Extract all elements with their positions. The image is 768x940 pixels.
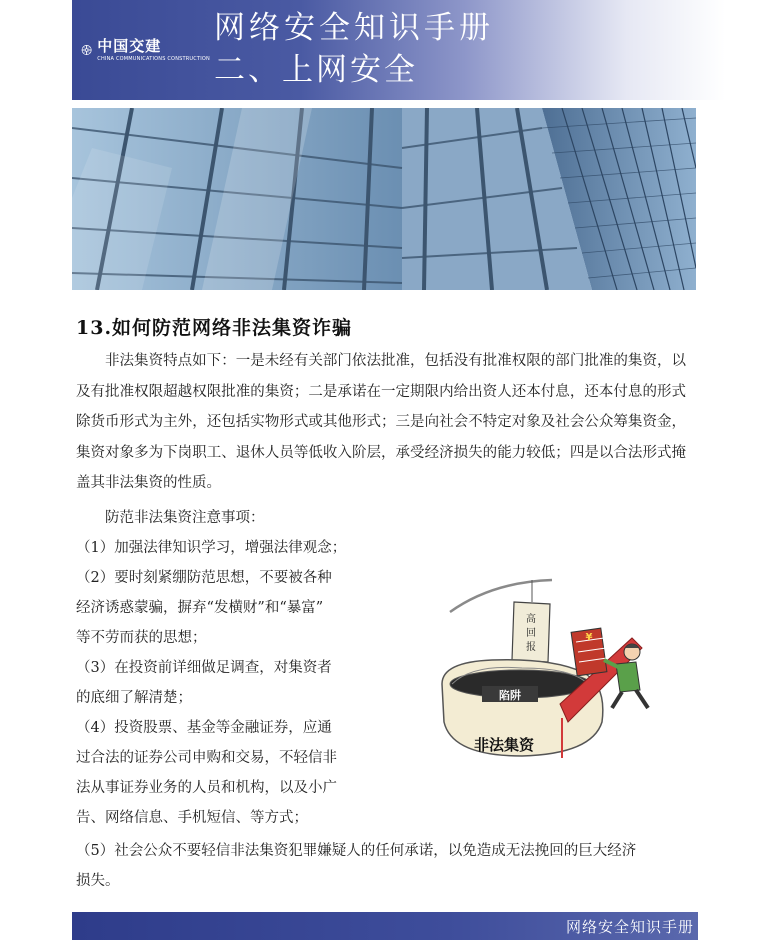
yuan-symbol: ¥ — [585, 632, 593, 643]
precaution-line: （5）社会公众不要轻信非法集资犯罪嫌疑人的任何承诺，以免造成无法挽回的巨大经济 — [76, 843, 637, 859]
precaution-line: 告、网络信息、手机短信、等方式； — [76, 810, 308, 826]
high-return-sign — [512, 602, 550, 662]
precaution-line: 等不劳而获的思想； — [76, 630, 207, 646]
sign-text-2: 回 — [526, 628, 536, 639]
illegal-fundraising-cartoon — [432, 572, 672, 762]
intro-paragraph: 非法集资特点如下：一是未经有关部门依法批准，包括没有批准权限的部门批准的集资，以及有批准权限超越权限批准的集资；二是承诺在一定期限内给出资人还本付息，还本付息的形式除货币形式为主外，还包括实物形式或其他形式；三是向社会不特定对象及社会公众筹集资金，集资对象多为下岗职工、退休人员等低收入阶层，承受经济损失的能力较低；四是以合法形式掩盖其非法集资的性质。 — [76, 353, 686, 491]
trap-label: 陷阱 — [499, 689, 521, 702]
chapter-title: 二、上网安全 — [214, 52, 418, 88]
company-logo — [80, 28, 210, 72]
precaution-line: 的底细了解清楚； — [76, 690, 192, 706]
bag-label: 非法集资 — [473, 736, 535, 754]
manual-title: 网络安全知识手册 — [214, 10, 494, 46]
footer-bar — [72, 912, 698, 940]
precaution-line: 损失。 — [76, 873, 120, 889]
ccc-logo-icon — [80, 30, 93, 70]
precaution-line: 过合法的证券公司申购和交易，不轻信非 — [76, 750, 337, 766]
logo-chinese-name: 中国交建 — [97, 37, 162, 55]
glass-building-photo — [72, 108, 696, 290]
logo-english-name: CHINA COMMUNICATIONS CONSTRUCTION — [97, 56, 210, 62]
precaution-line: （4）投资股票、基金等金融证券，应通 — [76, 720, 332, 736]
sign-text-3: 报 — [526, 642, 536, 653]
section-title: 13.如何防范网络非法集资诈骗 — [76, 317, 353, 339]
footer-title: 网络安全知识手册 — [565, 918, 694, 936]
precaution-line: （3）在投资前详细做足调查，对集资者 — [76, 660, 332, 676]
precaution-line: 法从事证券业务的人员和机构，以及小广 — [76, 780, 337, 796]
header-banner — [72, 0, 725, 100]
precautions-heading: 防范非法集资注意事项： — [105, 510, 265, 526]
sign-text-1: 高 — [526, 614, 536, 625]
precaution-line: （1）加强法律知识学习，增强法律观念； — [76, 540, 347, 556]
precaution-line: （2）要时刻紧绷防范思想，不要被各种 — [76, 570, 332, 586]
precaution-line: 经济诱惑蒙骗，摒弃“发横财”和“暴富” — [76, 600, 324, 616]
